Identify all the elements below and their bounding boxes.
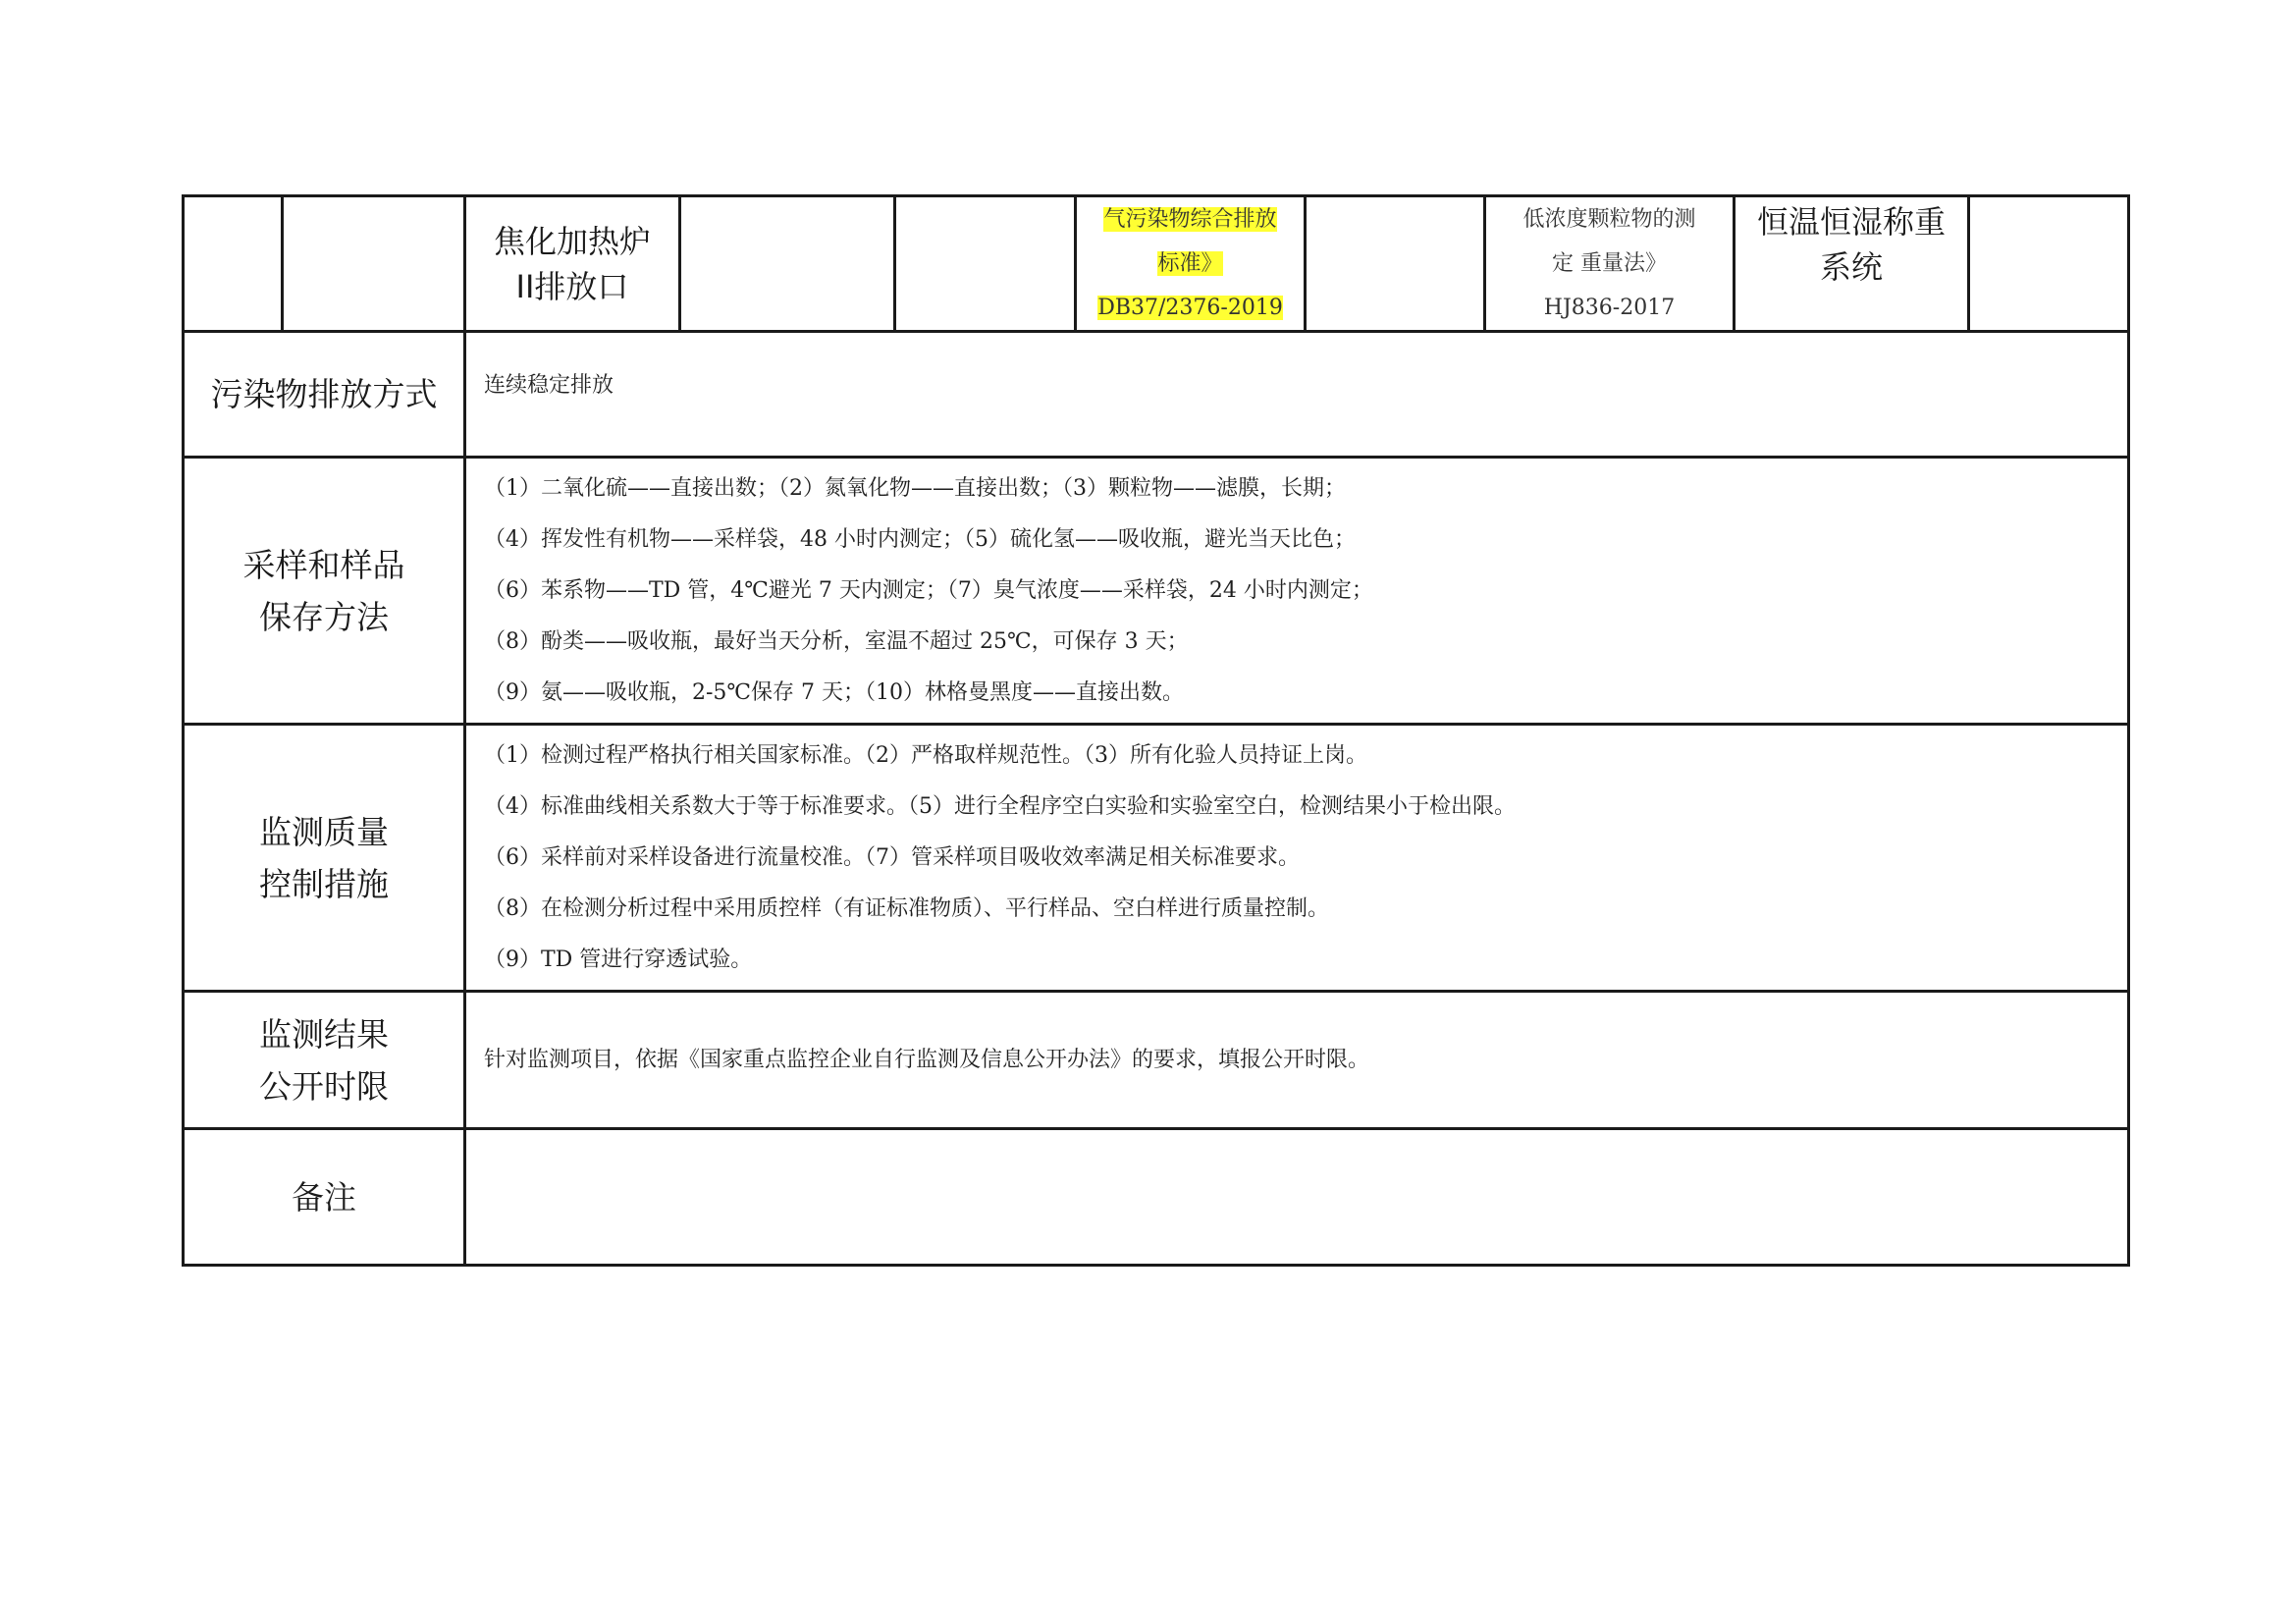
disclosure-label-line-1: 监测结果 xyxy=(259,1014,389,1054)
method-cell xyxy=(1485,196,1735,332)
instrument-cell xyxy=(1735,196,1969,332)
table-cell-empty xyxy=(184,196,283,332)
instrument-line-1: 恒温恒湿称重 xyxy=(1756,203,1946,241)
sampling-line: （8）酚类——吸收瓶，最好当天分析，室温不超过 25℃，可保存 3 天； xyxy=(484,628,1189,654)
instrument-line-2: 系统 xyxy=(1819,248,1883,286)
table-row xyxy=(184,196,2129,332)
method-line-2: 定 重量法》 xyxy=(1552,251,1667,276)
table-cell-empty xyxy=(283,196,465,332)
monitoring-table xyxy=(182,194,2130,1267)
quality-label-line-1: 监测质量 xyxy=(259,812,389,851)
quality-line: （4）标准曲线相关系数大于等于标准要求。（5）进行全程序空白实验和实验室空白，检测结果小于检出限。 xyxy=(484,793,1516,819)
discharge-content-cell xyxy=(465,332,2129,458)
remarks-content-cell xyxy=(465,1129,2129,1266)
quality-label-line-2: 控制措施 xyxy=(259,864,389,903)
table-cell-empty xyxy=(1306,196,1485,332)
sampling-line: （1）二氧化硫——直接出数；（2）氮氧化物——直接出数；（3）颗粒物——滤膜，长期； xyxy=(484,475,1346,501)
emission-source-line-1: 焦化加热炉 xyxy=(493,222,651,260)
sampling-line: （6）苯系物——TD 管，4℃避光 7 天内测定；（7）臭气浓度——采样袋，24 小时内测定； xyxy=(484,577,1373,603)
quality-line: （8）在检测分析过程中采用质控样（有证标准物质）、平行样品、空白样进行质量控制。 xyxy=(484,895,1330,921)
sampling-line: （4）挥发性有机物——采样袋，48 小时内测定；（5）硫化氢——吸收瓶，避光当天比色； xyxy=(484,526,1356,552)
table-row xyxy=(184,332,2129,458)
discharge-label: 污染物排放方式 xyxy=(210,375,438,413)
disclosure-label-line-2: 公开时限 xyxy=(259,1066,389,1106)
sampling-label-line-2: 保存方法 xyxy=(259,597,389,636)
method-line-1: 低浓度颗粒物的测 xyxy=(1522,207,1696,232)
remarks-label: 备注 xyxy=(292,1177,356,1217)
quality-line: （9）TD 管进行穿透试验。 xyxy=(484,947,753,972)
quality-content-cell xyxy=(465,725,2129,992)
emission-source-line-2: II排放口 xyxy=(515,267,629,305)
table-cell-empty xyxy=(680,196,895,332)
remarks-label-cell xyxy=(184,1129,465,1266)
standard-cell xyxy=(1076,196,1306,332)
table-cell-empty xyxy=(895,196,1076,332)
sampling-line: （9）氨——吸收瓶，2-5℃保存 7 天；（10）林格曼黑度——直接出数。 xyxy=(484,679,1185,705)
quality-label-cell xyxy=(184,725,465,992)
quality-line: （6）采样前对采样设备进行流量校准。（7）管采样项目吸收效率满足相关标准要求。 xyxy=(484,844,1300,870)
table-row xyxy=(184,458,2129,725)
disclosure-label-cell xyxy=(184,992,465,1129)
standard-line-2: 标准》 xyxy=(1157,251,1223,276)
sampling-label-line-1: 采样和样品 xyxy=(242,545,405,584)
remarks-text xyxy=(484,1171,2127,1222)
sampling-content-cell xyxy=(465,458,2129,725)
method-code: HJ836-2017 xyxy=(1543,296,1676,320)
emission-source-cell xyxy=(465,196,680,332)
sampling-label-cell xyxy=(184,458,465,725)
discharge-label-cell xyxy=(184,332,465,458)
quality-line: （1）检测过程严格执行相关国家标准。（2）严格取样规范性。（3）所有化验人员持证上岗。 xyxy=(484,742,1367,768)
table-row xyxy=(184,992,2129,1129)
standard-code: DB37/2376-2019 xyxy=(1097,296,1283,320)
table-row xyxy=(184,1129,2129,1266)
discharge-text: 连续稳定排放 xyxy=(484,373,614,398)
disclosure-text: 针对监测项目，依据《国家重点监控企业自行监测及信息公开办法》的要求，填报公开时限。 xyxy=(484,1047,1370,1072)
table-cell-empty xyxy=(1969,196,2129,332)
standard-line-1: 气污染物综合排放 xyxy=(1103,207,1277,232)
table-row xyxy=(184,725,2129,992)
disclosure-content-cell xyxy=(465,992,2129,1129)
